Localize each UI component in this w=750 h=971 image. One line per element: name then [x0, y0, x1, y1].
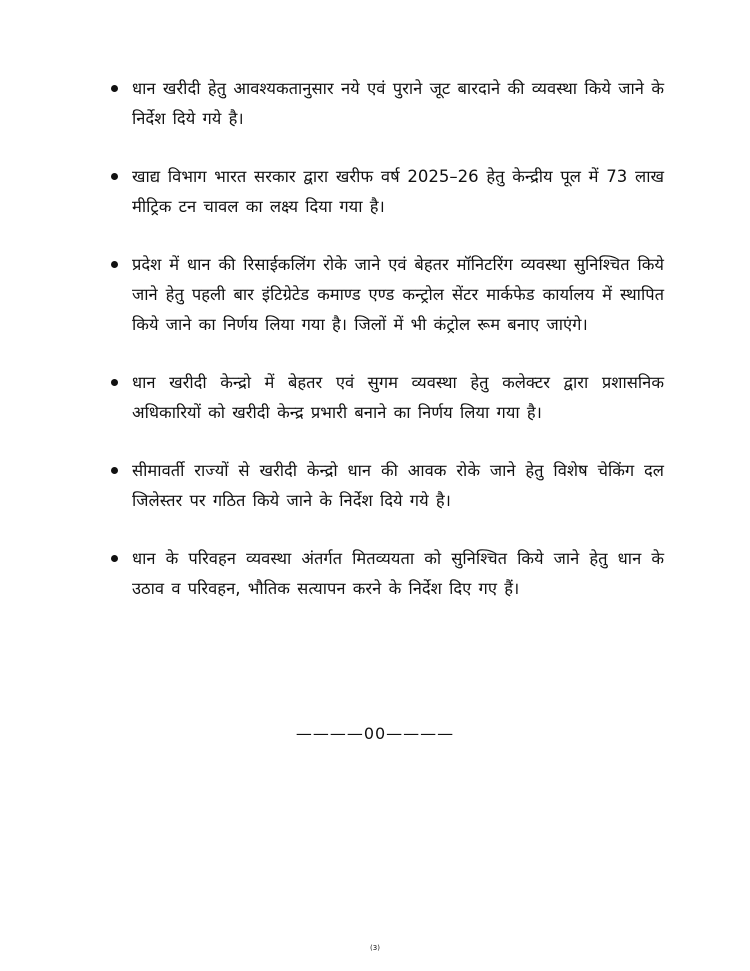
bullet-item [108, 368, 664, 428]
bullet-text: सीमावर्ती राज्यों से खरीदी केन्द्रो धान की आवक रोके जाने हेतु विशेष चेकिंग दल जिलेस्तर पर गठित किये जाने के निर्देश दिये गये है। [132, 461, 664, 510]
bullet-text: धान खरीदी केन्द्रो में बेहतर एवं सुगम व्यवस्था हेतु कलेक्टर द्वारा प्रशासनिक अधिकारियों को खरीदी केन्द्र प्रभारी बनाने का निर्णय लिया गया है। [132, 373, 664, 422]
bullet-item [108, 74, 664, 134]
bullet-text: धान खरीदी हेतु आवश्यकतानुसार नये एवं पुराने जूट बारदाने की व्यवस्था किये जाने के निर्देश दिये गये है। [132, 79, 664, 128]
bullet-item [108, 456, 664, 516]
bullet-list [108, 74, 664, 604]
bullet-item [108, 544, 664, 604]
bullet-dot-icon [111, 555, 118, 562]
closing-mark: ————00———— [295, 724, 455, 743]
page-number: (3) [370, 944, 380, 952]
bullet-dot-icon [111, 173, 118, 180]
bullet-item [108, 162, 664, 222]
bullet-text: धान के परिवहन व्यवस्था अंतर्गत मितव्ययता को सुनिश्चित किये जाने हेतु धान के उठाव व परिवहन, भौतिक सत्यापन करने के निर्देश दिए गए हैं। [132, 549, 664, 598]
bullet-dot-icon [111, 467, 118, 474]
bullet-text: प्रदेश में धान की रिसाईकलिंग रोके जाने एवं बेहतर मॉनिटरिंग व्यवस्था सुनिश्चित किये जाने हेतु पहली बार इंटिग्रेटेड कमाण्ड एण्ड कन्ट्रोल सेंटर मार्कफेड कार्यालय में स्थापित किये जाने का निर्णय लिया गया है। जिलों में भी कंट्रोल रूम बनाए जाएंगे। [132, 255, 664, 334]
bullet-dot-icon [111, 85, 118, 92]
bullet-item [108, 250, 664, 340]
bullet-dot-icon [111, 261, 118, 268]
bullet-text: खाद्य विभाग भारत सरकार द्वारा खरीफ वर्ष 2025–26 हेतु केन्द्रीय पूल में 73 लाख मीट्रिक टन चावल का लक्ष्य दिया गया है। [132, 167, 664, 216]
bullet-dot-icon [111, 379, 118, 386]
